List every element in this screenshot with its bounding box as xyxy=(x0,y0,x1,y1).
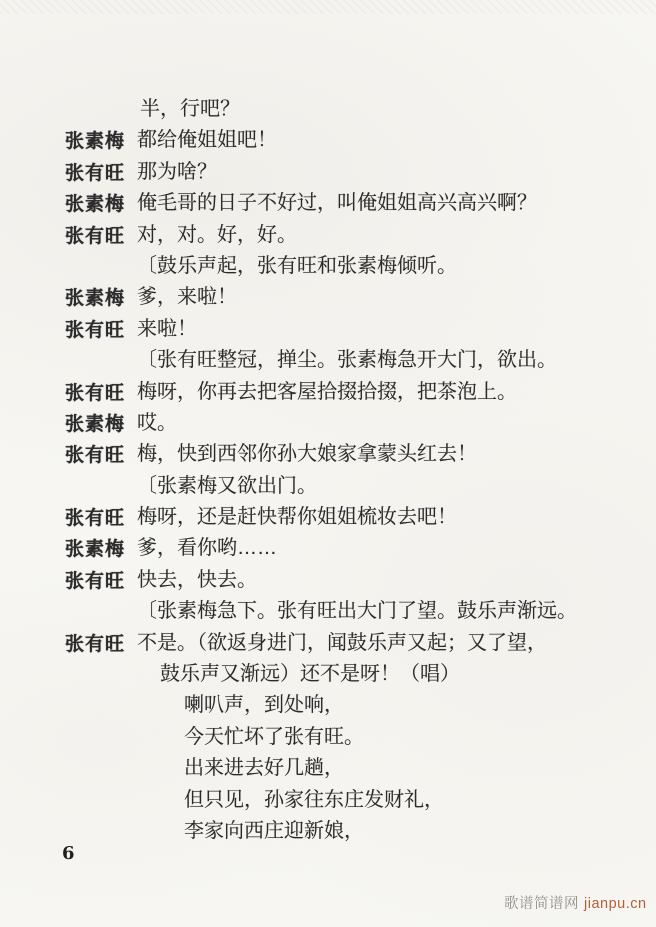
speaker-name: 张有旺 xyxy=(65,633,126,655)
script-line-stage xyxy=(0,253,656,284)
line-text: 鼓乐声又渐远）还不是呀！（唱） xyxy=(160,663,460,686)
speaker-name: 张有旺 xyxy=(65,319,126,341)
line-text: 来啦！ xyxy=(137,317,197,340)
speaker-name: 张有旺 xyxy=(65,445,126,467)
script-line-dialogue xyxy=(0,222,656,253)
script-line-dialogue xyxy=(0,441,656,472)
line-text: 喇叭声，到处响， xyxy=(184,694,344,717)
watermark-site-name: 歌谱简谱网 xyxy=(504,896,579,912)
script-line-stage xyxy=(0,473,656,504)
line-text: 梅，快到西邻你孙大娘家拿蒙头红去！ xyxy=(137,443,477,466)
page-number: 6 xyxy=(62,843,75,864)
script-line-dialogue xyxy=(0,567,656,598)
watermark xyxy=(504,892,647,913)
speaker-name: 张素梅 xyxy=(65,131,126,153)
script-line-dialogue xyxy=(0,379,656,410)
line-text: 〔张有旺整冠，掸尘。张素梅急开大门，欲出。 xyxy=(137,349,557,372)
script-line-dialogue xyxy=(0,127,656,158)
script-line-dialogue xyxy=(0,190,656,221)
line-text: 快去，快去。 xyxy=(137,568,257,591)
line-text: 〔鼓乐声起，张有旺和张素梅倾听。 xyxy=(137,254,457,277)
line-text: 哎。 xyxy=(137,411,177,434)
script-line-dialogue xyxy=(0,504,656,535)
speaker-name: 张素梅 xyxy=(65,194,126,216)
line-text: 都给俺姐姐吧！ xyxy=(137,129,277,152)
line-text: 梅呀，还是赶快帮你姐姐梳妆去吧！ xyxy=(137,506,457,529)
speaker-name: 张有旺 xyxy=(65,162,126,184)
script-line-dialogue xyxy=(0,284,656,315)
script-line-dialogue xyxy=(0,159,656,190)
script-line-stage xyxy=(0,598,656,629)
line-text: 俺毛哥的日子不好过，叫俺姐姐高兴高兴啊？ xyxy=(137,192,537,215)
line-text: 出来进去好几趟， xyxy=(184,757,344,780)
script-line-wrap xyxy=(0,661,656,692)
line-text: 今天忙坏了张有旺。 xyxy=(184,725,364,748)
speaker-name: 张有旺 xyxy=(65,225,126,247)
script-line-dialogue xyxy=(0,630,656,661)
line-text: 但只见，孙家往东庄发财礼， xyxy=(184,788,444,811)
script-line-lyric xyxy=(0,755,656,786)
script-line-lyric xyxy=(0,787,656,818)
line-text: 对，对。好，好。 xyxy=(137,223,297,246)
line-text: 爹，来啦！ xyxy=(137,286,237,309)
watermark-site-url: jianpu.cn xyxy=(584,896,647,912)
speaker-name: 张素梅 xyxy=(65,288,126,310)
scan-texture-edge xyxy=(0,0,656,14)
line-text: 爹，看你哟…… xyxy=(137,537,277,560)
line-text: 梅呀，你再去把客屋拾掇拾掇，把茶泡上。 xyxy=(137,380,517,403)
speaker-name: 张有旺 xyxy=(65,508,126,530)
line-text: 李家向西庄迎新娘， xyxy=(184,819,364,842)
line-text: 半，行吧？ xyxy=(140,98,240,120)
script-text-block xyxy=(0,96,656,849)
script-line-dialogue xyxy=(0,535,656,566)
line-text: 那为啥？ xyxy=(137,160,217,183)
line-text: 〔张素梅急下。张有旺出大门了望。鼓乐声渐远。 xyxy=(137,600,577,623)
script-line-continuation xyxy=(0,96,656,127)
speaker-name: 张素梅 xyxy=(65,539,126,561)
script-line-dialogue xyxy=(0,410,656,441)
script-line-stage xyxy=(0,347,656,378)
line-text: 不是。（欲返身进门，闻鼓乐声又起；又了望， xyxy=(137,631,547,654)
script-line-lyric xyxy=(0,692,656,723)
speaker-name: 张有旺 xyxy=(65,382,126,404)
script-line-lyric xyxy=(0,818,656,849)
script-line-lyric xyxy=(0,724,656,755)
speaker-name: 张有旺 xyxy=(65,570,126,592)
line-text: 〔张素梅又欲出门。 xyxy=(137,474,317,497)
speaker-name: 张素梅 xyxy=(65,413,126,435)
script-line-dialogue xyxy=(0,316,656,347)
